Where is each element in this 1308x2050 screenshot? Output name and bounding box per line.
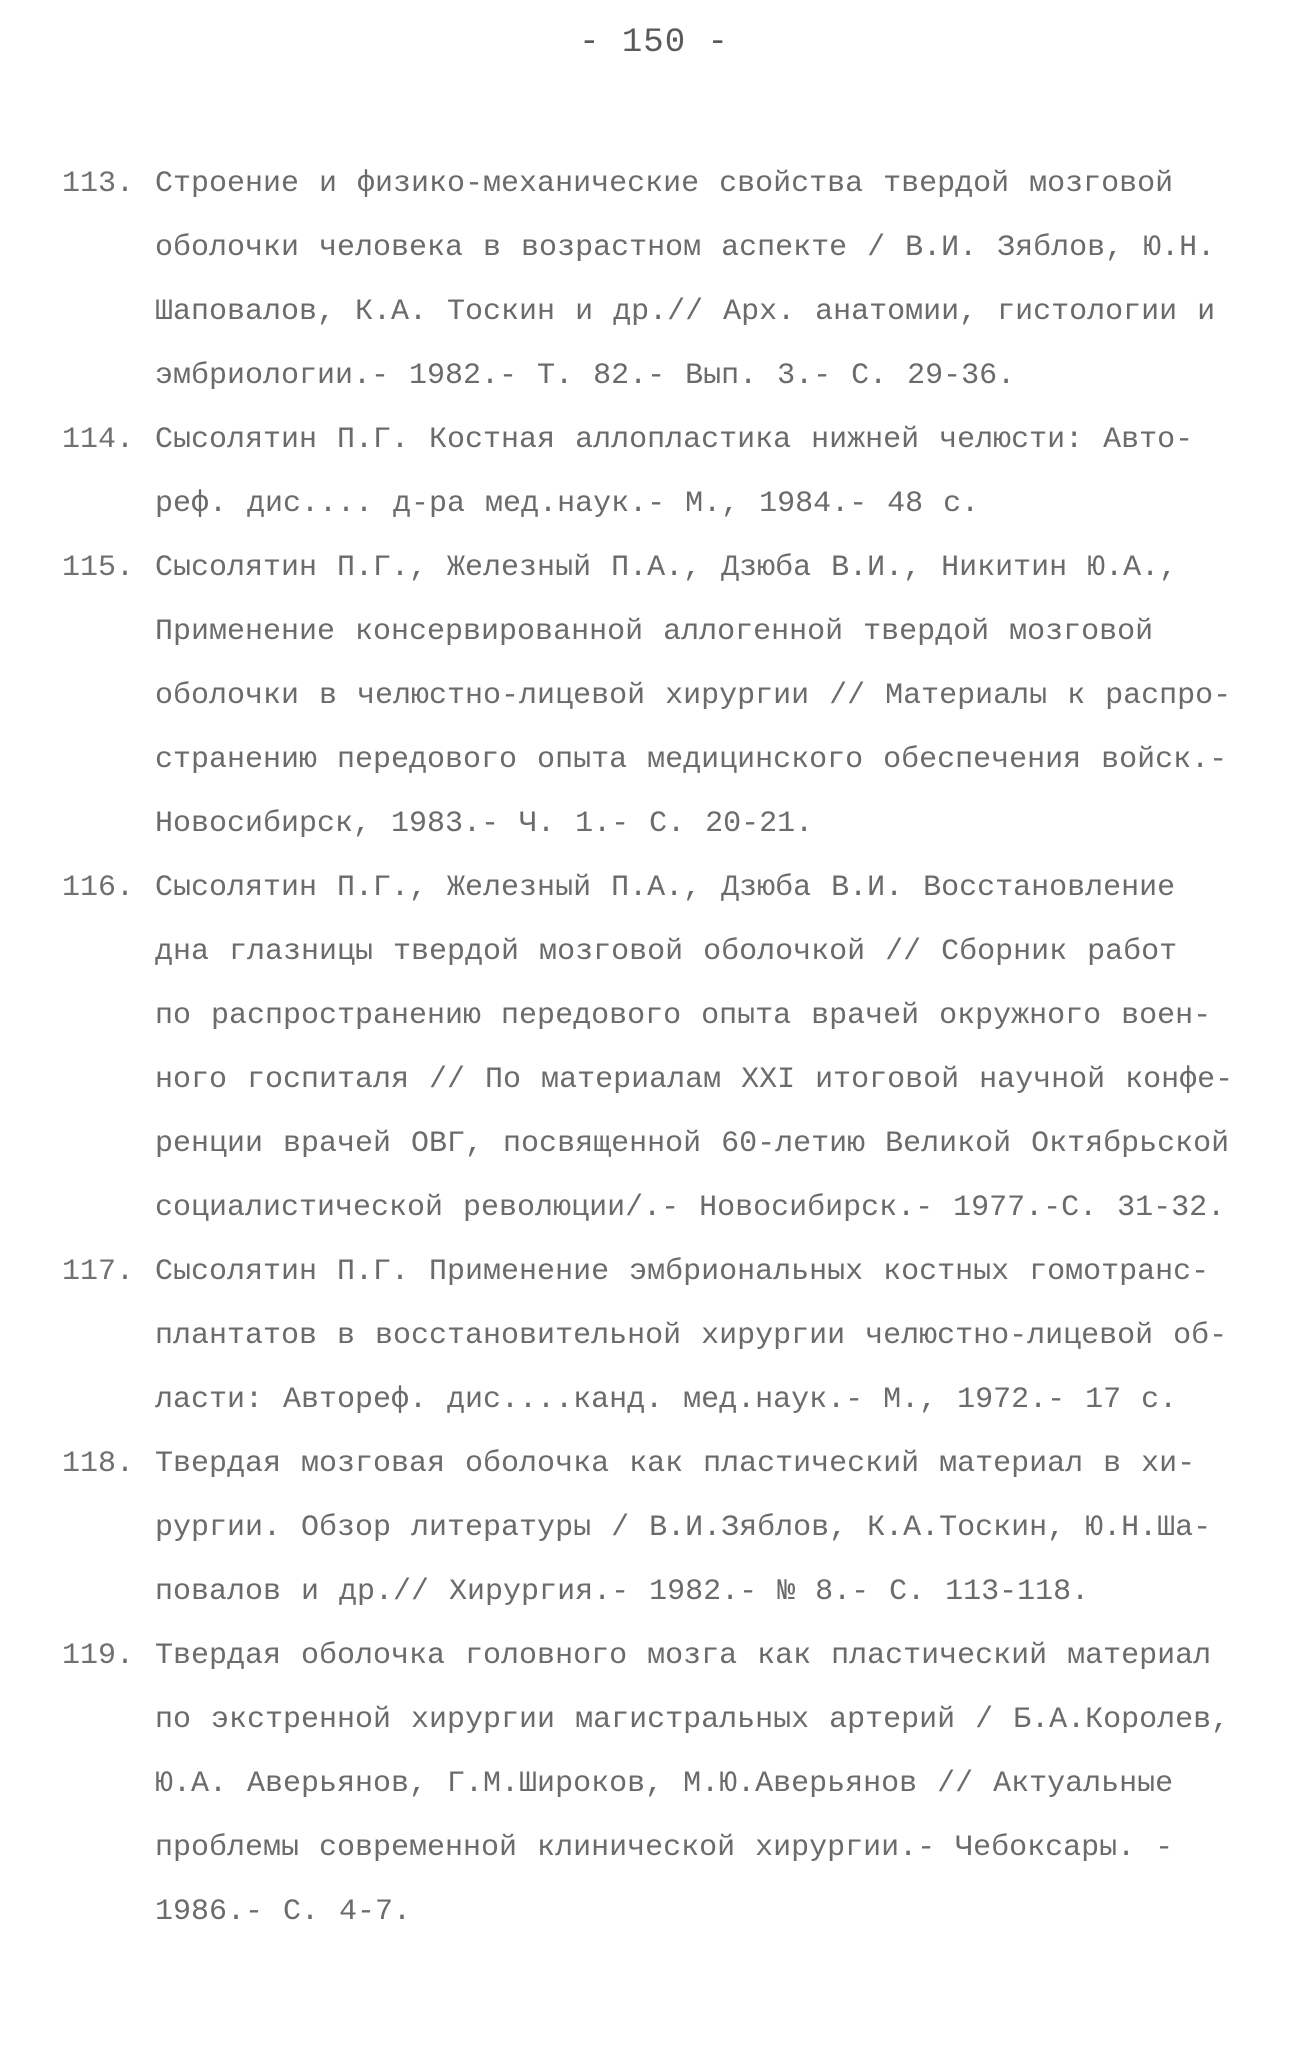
reference-number: 114. (62, 423, 135, 457)
reference-line: ласти: Автореф. дис....канд. мед.наук.- М., 1972.- 17 с. (155, 1383, 1178, 1417)
reference-line: Твердая мозговая оболочка как пластический материал в хи- (155, 1447, 1196, 1481)
reference-line: плантатов в восстановительной хирургии челюстно-лицевой об- (155, 1319, 1228, 1353)
reference-line: рургии. Обзор литературы / В.И.Зяблов, К.А.Тоскин, Ю.Н.Ша- (155, 1511, 1212, 1545)
reference-line: Сысолятин П.Г., Железный П.А., Дзюба В.И. Восстановление (155, 871, 1176, 905)
reference-entry (62, 1240, 1242, 1432)
reference-line: оболочки человека в возрастном аспекте / В.И. Зяблов, Ю.Н. (155, 231, 1216, 265)
reference-entry (62, 856, 1242, 1240)
reference-line: Новосибирск, 1983.- Ч. 1.- С. 20-21. (155, 807, 814, 841)
reference-entry (62, 1432, 1242, 1624)
reference-line: Сысолятин П.Г. Применение эмбриональных костных гомотранс- (155, 1255, 1210, 1289)
reference-number: 119. (62, 1639, 135, 1673)
reference-line: повалов и др.// Хирургия.- 1982.- № 8.- С. 113-118. (155, 1575, 1090, 1609)
reference-line: Применение консервированной аллогенной твердой мозговой (155, 615, 1154, 649)
reference-line: дна глазницы твердой мозговой оболочкой // Сборник работ (155, 935, 1178, 969)
reference-line: Строение и физико-механические свойства твердой мозговой (155, 167, 1174, 201)
reference-number: 118. (62, 1447, 135, 1481)
reference-line: Сысолятин П.Г. Костная аллопластика нижней челюсти: Авто- (155, 423, 1194, 457)
reference-number: 115. (62, 551, 135, 585)
reference-line: по экстренной хирургии магистральных артерий / Б.А.Королев, (155, 1703, 1230, 1737)
reference-line: по распространению передового опыта врачей окружного воен- (155, 999, 1212, 1033)
reference-line: проблемы современной клинической хирургии.- Чебоксары. - (155, 1831, 1174, 1865)
reference-line: 1986.- С. 4-7. (155, 1895, 412, 1929)
reference-number: 113. (62, 167, 135, 201)
reference-entry (62, 1624, 1242, 1944)
reference-line: Ю.А. Аверьянов, Г.М.Широков, М.Ю.Аверьянов // Актуальные (155, 1767, 1174, 1801)
reference-line: странению передового опыта медицинского обеспечения войск.- (155, 743, 1228, 777)
reference-line: Шаповалов, К.А. Тоскин и др.// Арх. анатомии, гистологии и (155, 295, 1216, 329)
reference-number: 117. (62, 1255, 135, 1289)
reference-number: 116. (62, 871, 135, 905)
reference-line: ренции врачей ОВГ, посвященной 60-летию Великой Октябрьской (155, 1127, 1230, 1161)
reference-line: реф. дис.... д-ра мед.наук.- М., 1984.- 48 с. (155, 487, 980, 521)
reference-entry (62, 536, 1242, 856)
reference-entry (62, 152, 1242, 408)
reference-list (62, 152, 1242, 1944)
reference-line: ного госпиталя // По материалам XXI итоговой научной конфе- (155, 1063, 1234, 1097)
reference-line: эмбриологии.- 1982.- Т. 82.- Вып. 3.- С. 29-36. (155, 359, 1016, 393)
reference-line: Сысолятин П.Г., Железный П.А., Дзюба В.И., Никитин Ю.А., (155, 551, 1178, 585)
reference-entry (62, 408, 1242, 536)
reference-line: социалистической революции/.- Новосибирск.- 1977.-С. 31-32. (155, 1191, 1226, 1225)
reference-line: Твердая оболочка головного мозга как пластический материал (155, 1639, 1212, 1673)
reference-line: оболочки в челюстно-лицевой хирургии // Материалы к распро- (155, 679, 1232, 713)
page-number: - 150 - (579, 24, 729, 62)
